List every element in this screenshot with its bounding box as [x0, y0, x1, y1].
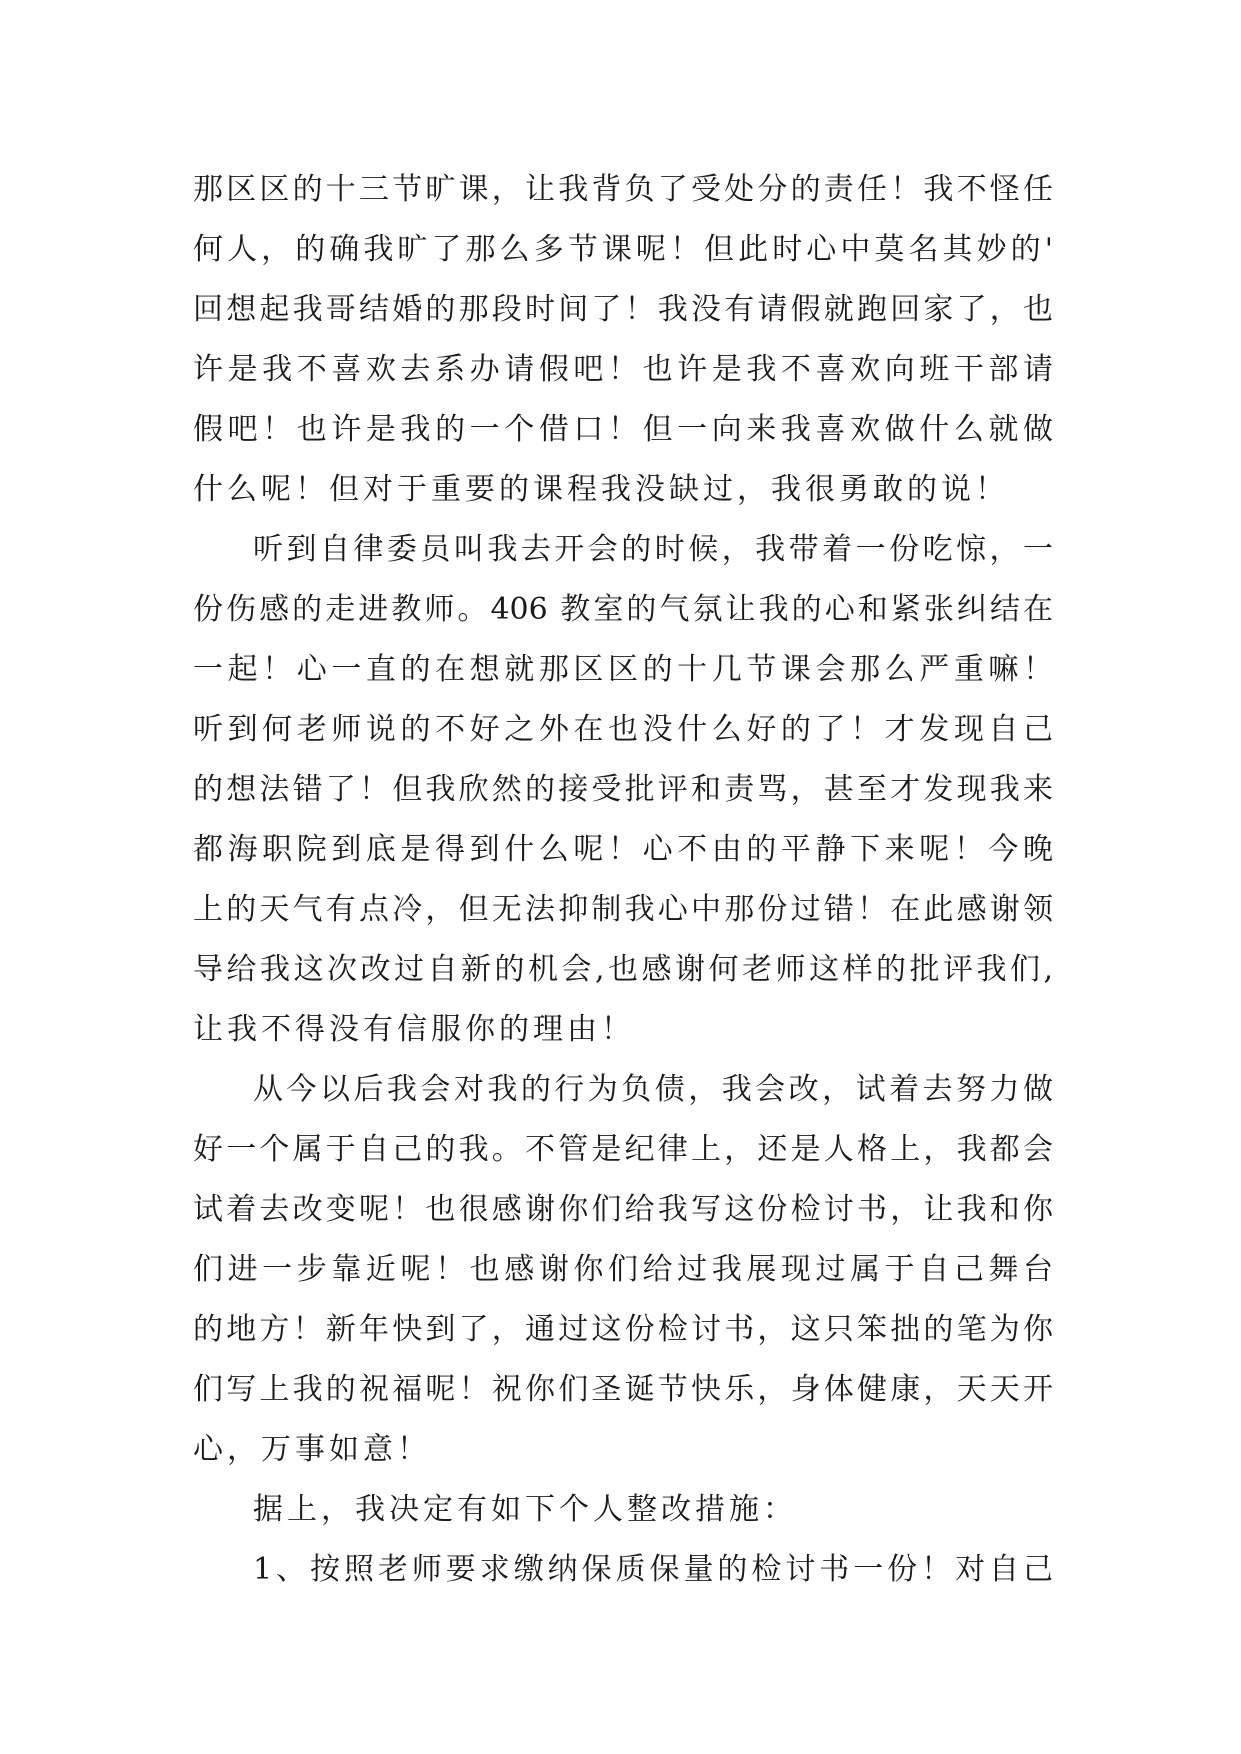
text-line: 那区区的十三节旷课，让我背负了受处分的责任！我不怪任: [193, 172, 1053, 207]
text-line: 回想起我哥结婚的那段时间了！我没有请假就跑回家了，也: [193, 292, 1053, 327]
text-line: 一起！心一直的在想就那区区的十几节课会那么严重嘛！: [193, 652, 1053, 687]
text-line: 听到何老师说的不好之外在也没什么好的了！才发现自己: [193, 712, 1053, 747]
text-line: 试着去改变呢！也很感谢你们给我写这份检讨书，让我和你: [193, 1192, 1053, 1227]
document-body: [193, 160, 1053, 1600]
text-line: 让我不得没有信服你的理由！: [193, 1012, 635, 1047]
text-line: 何人，的确我旷了那么多节课呢！但此时心中莫名其妙的': [193, 232, 1053, 267]
text-line: 1、按照老师要求缴纳保质保量的检讨书一份！对自己: [253, 1552, 1053, 1587]
text-line: 的想法错了！但我欣然的接受批评和责骂，甚至才发现我来: [193, 772, 1053, 807]
text-line: 什么呢！但对于重要的课程我没缺过，我很勇敢的说！: [193, 472, 1009, 507]
text-line: 心，万事如意！: [193, 1432, 431, 1467]
text-line: 听到自律委员叫我去开会的时候，我带着一份吃惊，一: [253, 532, 1053, 567]
text-line: 份伤感的走进教师。406 教室的气氛让我的心和紧张纠结在: [193, 592, 1053, 627]
text-line: 们写上我的祝福呢！祝你们圣诞节快乐，身体健康，天天开: [193, 1372, 1053, 1407]
text-line: 们进一步靠近呢！也感谢你们给过我展现过属于自己舞台: [193, 1252, 1053, 1287]
text-line: 从今以后我会对我的行为负债，我会改，试着去努力做: [253, 1072, 1053, 1107]
text-line: 许是我不喜欢去系办请假吧！也许是我不喜欢向班干部请: [193, 352, 1053, 387]
text-line: 的地方！新年快到了，通过这份检讨书，这只笨拙的笔为你: [193, 1312, 1053, 1347]
text-line: 都海职院到底是得到什么呢！心不由的平静下来呢！今晚: [193, 832, 1053, 867]
text-line: 好一个属于自己的我。不管是纪律上，还是人格上，我都会: [193, 1132, 1053, 1167]
text-line: 假吧！也许是我的一个借口！但一向来我喜欢做什么就做: [193, 412, 1053, 447]
text-line: 据上，我决定有如下个人整改措施：: [253, 1492, 797, 1527]
text-line: 导给我这次改过自新的机会,也感谢何老师这样的批评我们,: [193, 952, 1053, 987]
text-line: 上的天气有点冷，但无法抑制我心中那份过错！在此感谢领: [193, 892, 1053, 927]
